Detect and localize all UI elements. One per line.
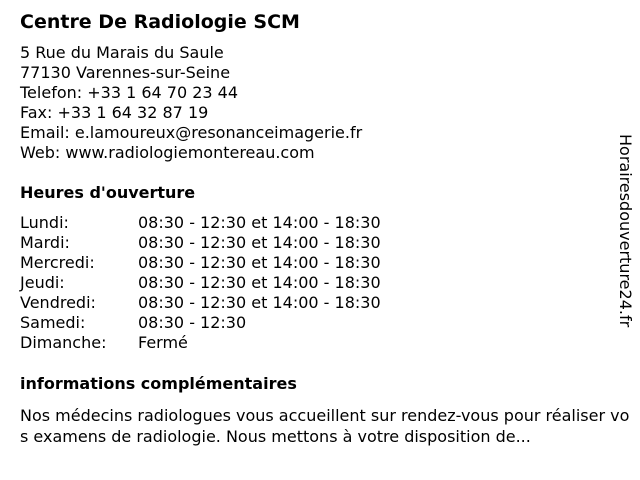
hours-time: 08:30 - 12:30 et 14:00 - 18:30 [138, 233, 381, 252]
street-address: 5 Rue du Marais du Saule [20, 43, 224, 62]
hours-row-jeudi [20, 273, 381, 293]
hours-time: 08:30 - 12:30 [138, 313, 247, 332]
hours-row-mercredi [20, 253, 381, 273]
hours-row-vendredi [20, 293, 381, 313]
hours-row-samedi [20, 313, 381, 333]
city-postal: 77130 Varennes-sur-Seine [20, 63, 231, 82]
business-name: Centre De Radiologie SCM [20, 11, 300, 33]
phone-number: Telefon: +33 1 64 70 23 44 [20, 83, 239, 102]
website-url: Web: www.radiologiemontereau.com [20, 143, 315, 162]
hours-time: 08:30 - 12:30 et 14:00 - 18:30 [138, 273, 381, 292]
hours-day: Samedi: [20, 313, 86, 332]
hours-day: Jeudi: [20, 273, 65, 292]
hours-heading: Heures d'ouverture [20, 183, 196, 202]
hours-time: 08:30 - 12:30 et 14:00 - 18:30 [138, 253, 381, 272]
hours-row-dimanche [20, 333, 381, 353]
info-heading: informations complémentaires [20, 374, 297, 393]
contact-block [20, 43, 362, 163]
email-address: Email: e.lamoureux@resonanceimagerie.fr [20, 123, 363, 142]
fax-number: Fax: +33 1 64 32 87 19 [20, 103, 209, 122]
hours-day: Lundi: [20, 213, 69, 232]
brand-watermark: Horairesdouverture24.fr [616, 134, 635, 328]
hours-day: Dimanche: [20, 333, 107, 352]
hours-time: 08:30 - 12:30 et 14:00 - 18:30 [138, 293, 381, 312]
info-description: Nos médecins radiologues vous accueillent sur rendez-vous pour réaliser vos examens de radiologie. Nous mettons à votre disposition de... [20, 406, 630, 446]
hours-time: 08:30 - 12:30 et 14:00 - 18:30 [138, 213, 381, 232]
hours-row-lundi [20, 213, 381, 233]
hours-table [20, 213, 381, 353]
hours-day: Vendredi: [20, 293, 96, 312]
hours-day: Mercredi: [20, 253, 95, 272]
hours-day: Mardi: [20, 233, 70, 252]
hours-time: Fermé [138, 333, 188, 352]
hours-row-mardi [20, 233, 381, 253]
